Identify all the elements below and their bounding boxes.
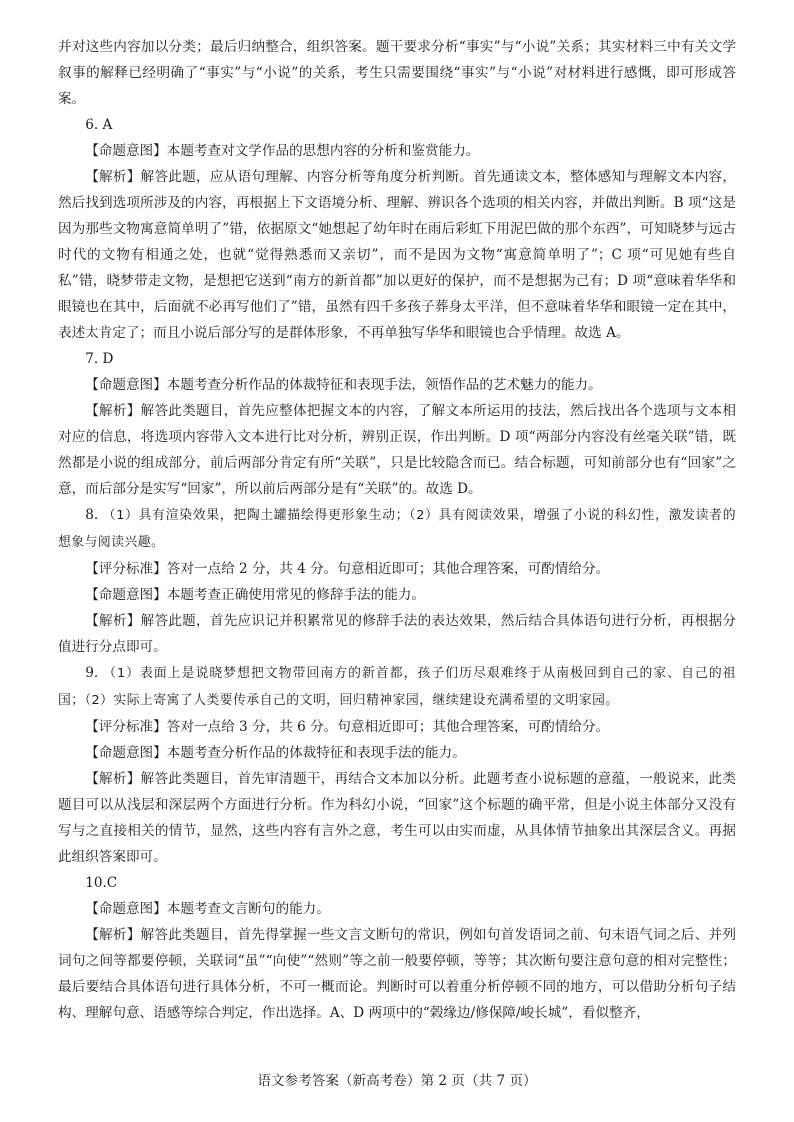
question-10-intent: 【命题意图】本题考查文言断句的能力。 xyxy=(85,901,330,917)
question-9-analysis: 【解析】解答此类题目，首先审清题干，再结合文本加以分析。此题考查小说标题的意蕴，一般说来，此类题目可以从浅层和深层两个方面进行分析。作为科幻小说，“回家”这个标题的确平常，但是小说主体部分又没有写与之直接相关的情节，显然，这些内容有言外之意，考生可以由实而虚，从具体情节抽象出其深层含义。再据此组织答案即可。 xyxy=(58,771,736,865)
question-6-analysis: 【解析】解答此题，应从语句理解、内容分析等角度分析判断。首先通读文本，整体感知与理解文本内容，然后找到选项所涉及的内容，再根据上下文语境分析、理解、辨识各个选项的相关内容，并做出判断。B 项“这是因为那些文物寓意简单明了”错，依据原文“她想起了幼年时在雨后彩虹下用泥巴做的那个东西”，可知晓梦与远古时代的文物有相通之处，也就“觉得熟悉而又亲切”，而不是因为文物“寓意简单明了”；C 项“可见她有些自私”错，晓梦带走文物，是想把它送到“南方的新首都”加以更好的保护，而不是想据为己有；D 项“意味着华华和眼镜也在其中，后面就不必再写他们了”错，虽然有四千多孩子葬身太平洋，但不意味着华华和眼镜一定在其中，表述太肯定了；而且小说后部分写的是群体形象，不再单独写华华和眼镜也合乎情理。故选 A。 xyxy=(58,169,736,341)
question-7-analysis: 【解析】解答此类题目，首先应整体把握文本的内容，了解文本所运用的技法，然后找出各个选项与文本相对应的信息，将选项内容带入文本进行比对分析，辨别正误，作出判断。D 项“两部分内容没有丝毫关联”错，既然都是小说的组成部分，前后两部分肯定有所“关联”，只是比较隐含而已。结合标题，可知前部分也有“回家”之意，而后部分是实写“回家”，所以前后两部分是有“关联”的。故选 D。 xyxy=(58,403,736,497)
question-10-answer: 10.C xyxy=(85,875,118,891)
question-8-standard: 【评分标准】答对一点给 2 分，共 4 分。句意相近即可；其他合理答案，可酌情给分。 xyxy=(85,561,610,577)
question-9-number: 9. xyxy=(85,665,99,681)
question-8-number: 8. xyxy=(85,507,99,523)
intro-paragraph: 并对这些内容加以分类；最后归纳整合，组织答案。题干要求分析“事实”与“小说”关系；其实材料三中有关文学叙事的解释已经明确了“事实”与“小说”的关系，考生只需要围绕“事实”与“小说”对材料进行感慨，即可形成答案。 xyxy=(58,39,736,107)
page-footer: 语文参考答案（新高考卷）第 2 页（共 7 页） xyxy=(257,1073,537,1089)
question-8-answer xyxy=(58,502,736,556)
question-9-standard: 【评分标准】答对一点给 3 分，共 6 分。句意相近即可；其他合理答案，可酌情给分。 xyxy=(85,719,610,735)
question-8-analysis: 【解析】解答此题，首先应识记并积累常见的修辞手法的表达效果，然后结合具体语句进行分析，再根据分值进行分点即可。 xyxy=(58,613,736,655)
question-9-intent: 【命题意图】本题考查分析作品的体裁特征和表现手法的能力。 xyxy=(85,745,466,761)
question-7-intent: 【命题意图】本题考查分析作品的体裁特征和表现手法，领悟作品的艺术魅力的能力。 xyxy=(85,377,602,393)
question-7-answer: 7. D xyxy=(85,351,114,367)
question-6-intent: 【命题意图】本题考查对文学作品的思想内容的分析和鉴赏能力。 xyxy=(85,143,480,159)
question-8-answer-text: （1）具有渲染效果，把陶土罐描绘得更形象生动；（2）具有阅读效果，增强了小说的科幻性，激发读者的想象与阅读兴趣。 xyxy=(58,508,736,550)
question-10-analysis: 【解析】解答此类题目，首先得掌握一些文言文断句的常识，例如句首发语词之前、句末语气词之后、并列词句之间等都要停顿，关联词“虽”“向使”“然则”等之前一般要停顿，等等；其次断句要注意句意的相对完整性；最后要结合具体语句进行具体分析，不可一概而论。判断时可以着重分析停顿不同的地方，可以借助分析句子结构、理解句意、语感等综合判定，作出选择。A、D 两项中的“榖缘边/修保障/峻长城”，看似整齐， xyxy=(58,927,736,1021)
question-9-answer-text: （1）表面上是说晓梦想把文物带回南方的新首都，孩子们历尽艰难终于从南极回到自己的家、自己的祖国；（2）实际上寄寓了人类要传承自己的文明，回归精神家园，继续建设充满希望的文明家园。 xyxy=(58,666,736,708)
question-8-intent: 【命题意图】本题考查正确使用常见的修辞手法的能力。 xyxy=(85,587,426,603)
question-9-answer xyxy=(58,660,736,714)
question-6-answer: 6. A xyxy=(85,117,113,133)
